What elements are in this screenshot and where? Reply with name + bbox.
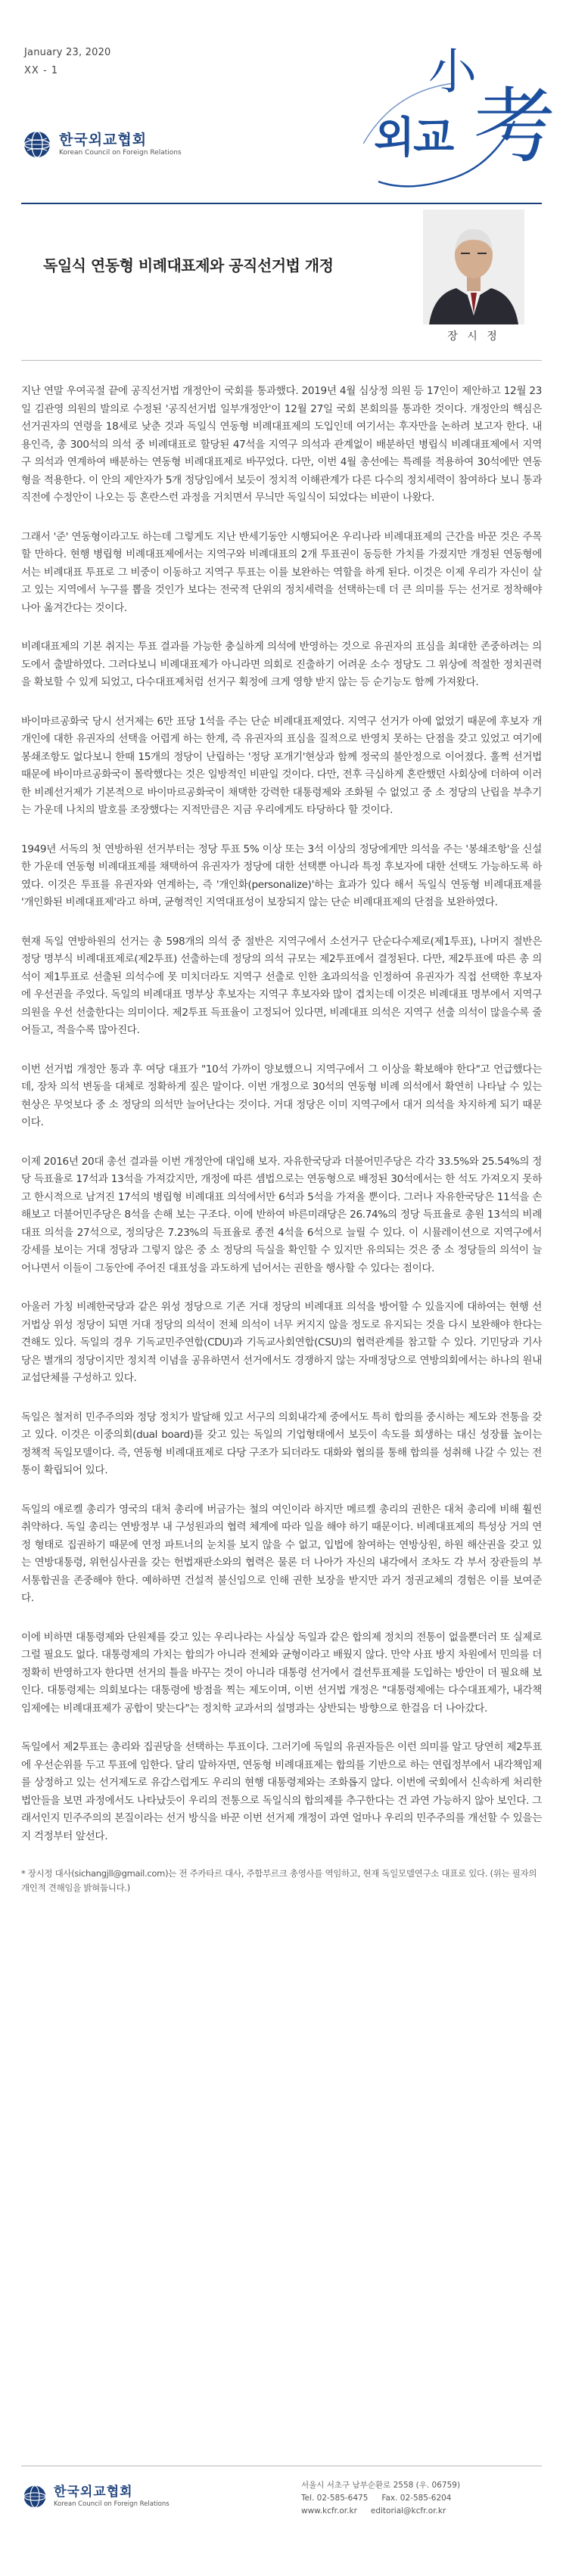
header-org-logo xyxy=(23,130,182,159)
masthead-go: 考 xyxy=(474,79,556,174)
footer-contact xyxy=(301,2479,465,2518)
issue-date: January 23, 2020 xyxy=(24,47,111,58)
author-note: * 장시정 대사(sichangjll@gmail.com)는 전 주카타르 대사, 주함부르크 총영사를 역임하고, 현재 독일모델연구소 대표로 있다. (위는 필자의 개인적 견해임을 밝혀둡니다.) xyxy=(21,1868,537,1893)
article-paragraph: 이번 선거법 개정안 통과 후 여당 대표가 "10석 가까이 양보했으니 지역구에서 그 이상을 확보해야 한다"고 언급했다는데, 장차 의석 변동을 대체로 정확하게 짚은 말이다. 이번 개정으로 30석의 연동형 비례 의석에서 확연히 나타날 수 있는 현상은 무엇보다 중 소 정당의 의석만 늘어난다는 것이다. 거대 정당은 이미 지역구에서 대거 의석을 차지하게 되기 때문이다. xyxy=(21,1063,542,1128)
footer-email-link[interactable]: editorial@kcfr.or.kr xyxy=(370,2506,446,2515)
article-paragraph: 그래서 '준' 연동형이라고도 하는데 그렇게도 지난 반세기동안 시행되어온 우리나라 비례대표제의 근간을 바꾼 것은 주목할 만하다. 현행 병립형 비례대표제에서는 지역구와 비례대표의 2개 투표권이 동등한 가치를 가졌지만 개정된 연동형에서는 비례대표 투표로 그 비중이 이동하고 지역구 투표는 이를 보완하는 역할을 하게 된다. 이것은 이제 우리가 자신이 살고 있는 지역에서 누구를 뽑을 것인가 보다는 전국적 단위의 정치세력을 선택하는데 더 큰 의미를 두는 선거로 정착해야 나아 옮겨간다는 것이다. xyxy=(21,530,542,614)
footer-web-link[interactable]: www.kcfr.or.kr xyxy=(301,2506,357,2515)
masthead-logo xyxy=(363,30,556,204)
header-org-name-ko: 한국외교협회 xyxy=(59,131,148,148)
author-name: 장 시 정 xyxy=(447,331,500,343)
footer-globe-emblem-icon xyxy=(23,2484,47,2509)
footer-address: 서울시 서초구 남부순환로 2558 (우. 06759) xyxy=(301,2481,461,2490)
article-paragraph: 독일의 애로켈 총리가 영국의 대처 총리에 버금가는 철의 여인이라 하지만 메르켈 총리의 권한은 대처 총리에 비해 훨씬 취약하다. 독일 총리는 연방정부 내 구성원과의 협력 체계에 따라 일을 해야 하기 때문이다. 비례대표제의 특성상 거의 연정 형태로 집권하기 때문에 연정 파트너의 눈치를 보지 않을 수 없고, 입법에 참여하는 연방상원, 하원 해산권을 갖고 있는 연방대통령, 위헌심사권을 갖는 헌법재판소와의 협력은 물론 더 나아가 자신의 내각에서 조차도 각 부서 장관들의 부서통합권을 존중해야 한다. 예하하면 건설적 불신임으로 인해 권한 보장을 받지만 과거 정권교체의 경험은 이를 보여준다. xyxy=(21,1503,542,1604)
article-paragraph: 아울러 가칭 비례한국당과 같은 위성 정당으로 기존 거대 정당의 비례대표 의석을 방어할 수 있을지에 대하여는 현행 선거법상 위성 정당이 되면 거대 정당의 의석이 전체 의석이 너무 커지지 않을 정도로 유지되는 것을 다시 보완해야 한다는 견해도 있다. 독일의 경우 기독교민주연합(CDU)과 기독교사회연합(CSU)의 협력관계를 참고할 수 있다. 기민당과 기사당은 별개의 정당이지만 정치적 이념을 공유하면서 선거에서도 경쟁하지 않는 자매정당으로 연방의회에서는 하나의 원내교섭단체를 구성하고 있다. xyxy=(21,1301,542,1384)
article-paragraph: 비례대표제의 기본 취지는 투표 결과를 가능한 충실하게 의석에 반영하는 것으로 유권자의 표심을 최대한 존중하려는 의도에서 출발하였다. 그러다보니 비례대표제가 아니라면 의회로 진출하기 어려운 소수 정당도 그 위상에 적절한 정치권력을 확보할 수 있게 되었고, 다수대표제처럼 선거구 획정에 크게 영향 받지 않는 등 순기능도 함께 가져왔다. xyxy=(21,641,542,688)
globe-emblem-icon xyxy=(23,130,51,159)
article-title: 독일식 연동형 비례대표제와 공직선거법 개정 xyxy=(43,256,334,275)
footer-org-name-ko: 한국외교협회 xyxy=(54,2484,133,2500)
article-paragraph: 1949년 서독의 첫 연방하원 선거부터는 정당 투표 5% 이상 또는 3석 이상의 정당에게만 의석을 주는 '봉쇄조항'을 신설한 가운데 연동형 비례대표제를 채택하여 유권자가 정당에 대한 선택뿐 아니라 특정 후보자에 대한 선택도 가능하도록 하였다. 이것은 투표를 유권자와 연계하는, 즉 '개인화(personalize)'하는 효과가 있다 해서 독일식 연동형 비례대표제를 '개인화된 비례대표제'라고 하며, 균형적인 지역대표성이 보장되지 않는 단순 비례대표제의 단점을 보완하였다. xyxy=(21,843,542,908)
article-paragraph: 이에 비하면 대통령제와 단원제를 갖고 있는 우리나라는 사실상 독일과 같은 합의제 정치의 전통이 없을뿐더러 또 실제로 그럴 필요도 없다. 대통령제의 가치는 합의가 아니라 전체와 균형이라고 배웠지 않다. 만약 사표 방지 차원에서 민의를 더 정확히 반영하고자 한다면 선거의 틀을 바꾸는 것이 아니라 대통령 선거에서 결선투표제를 도입하는 방안이 더 필요해 보인다. 대통령제는 의회보다는 대통령에 방점을 찍는 제도이며, 이번 선거법 개정은 "대통령제에는 다수대표제가, 내각책임제에는 비례대표제가 공합이 맞는다"는 정치학 교과서의 설명과는 상반되는 방향으로 한걸음 더 나아갔다. xyxy=(21,1631,542,1715)
masthead-so: 小 xyxy=(428,45,477,101)
footer-org-logo xyxy=(23,2484,170,2509)
article-body xyxy=(21,383,542,1895)
article-paragraph: 독일에서 제2투표는 총리와 집권당을 선택하는 투표이다. 그러기에 독일의 유권자들은 이런 의미를 알고 당연히 제2투표에 우선순위를 두고 투표에 임한다. 달리 말하자면, 연동형 비례대표제는 합의를 기반으로 하는 연립정부에서 내각책임제를 상정하고 있는 선거제도로 유감스럽게도 우리의 현행 대통령제와는 조화롭지 않다. 이번에 국회에서 신속하게 처리한 법안들을 보면 과정에서도 나타났듯이 우리의 전통으로 독일식의 합의제를 추구한다는 건 과연 가능하지 않아 보인다. 그래서인지 민주주의의 본질이라는 선거 방식을 바꾼 이번 선거제 개정이 과연 얼마나 우리의 민주주의를 개선할 수 있을는지 걱정부터 앞선다. xyxy=(21,1741,542,1842)
article-paragraph: 현재 독일 연방하원의 선거는 총 598개의 의석 중 절반은 지역구에서 소선거구 단순다수제로(제1투표), 나머지 절반은 정당 명부식 비례대표제로(제2투표) 선출하는데 정당의 의석 규모는 제2투표에서 결정된다. 다만, 제2투표에 따른 총 의석이 제1투표로 선출된 의석수에 못 미치더라도 지역구 선출로 인한 초과의석을 인정하여 유권자가 직접 선택한 후보자에 우선권을 주었다. 독일의 비례대표 명부상 후보자는 지역구 후보자와 많이 겹치는데 이것은 비례대표 명부에서 지역구 의원을 우선 선출한다는 의미이다. 제2투표 득표율이 고정되어 있다면, 비례대표 의석은 지역구 선출 의석이 많을수록 줄어들고, 적을수록 많아진다. xyxy=(21,935,542,1036)
article-paragraph: 바이마르공화국 당시 선거제는 6만 표당 1석을 주는 단순 비례대표제였다. 지역구 선거가 아예 없었기 때문에 후보자 개개인에 대한 유권자의 선택을 어렵게 하는 한계, 즉 유권자의 표심을 질적으로 반영치 못하는 단점을 갖고 있었고 여기에 봉쇄조항도 없다보니 한때 15개의 정당이 난립하는 '정당 포개기'현상과 함께 정국의 불안정으로 이어졌다. 훌쩍 선거법 때문에 바이마르공화국이 몰락했다는 것은 일방적인 비판일 것이다. 다만, 전후 극심하게 혼란했던 사회상에 더하여 이러한 비례선거제가 기본적으로 바이마르공화국이 채택한 강력한 대통령제와 조화될 수 없었고 중 소 정당의 난립을 부추기는 가운데 나치의 발호를 조장했다는 지적만큼은 지금 우리에게도 타당하다 할 것이다. xyxy=(21,715,542,816)
author-portrait xyxy=(423,209,524,324)
article-paragraph: 독일은 철저히 민주주의와 정당 정치가 발달해 있고 서구의 의회내각제 중에서도 특히 합의를 중시하는 제도와 전통을 갖고 있다. 이것은 이중의회(dual board)를 갖고 있는 독일의 기업형태에서 보듯이 속도를 희생하는 대신 성장률 높이는 정책적 독일모델이다. 즉, 연동형 비례대표제로 다당 구조가 되더라도 대화와 협의를 통해 합의를 성취해 나갈 수 있는 전통이 확립되어 있다. xyxy=(21,1411,542,1476)
issue-number: XX - 1 xyxy=(24,65,59,76)
author-portrait-image xyxy=(423,209,524,324)
footer-fax: Fax. 02-585-6204 xyxy=(381,2494,452,2503)
header-divider xyxy=(21,203,542,204)
article-paragraph: 지난 연말 우여곡절 끝에 공직선거법 개정안이 국회를 통과했다. 2019년 4월 심상정 의원 등 17인이 제안하고 12월 23일 김관영 의원의 발의로 수정된 '공직선거법 일부개정안'이 12월 27일 국회 본회의를 통과한 것이다. 개정안의 핵심은 선거권자의 연령을 18세로 낮춘 것과 독일식 연동형 비례대표제의 도입인데 여기서는 후자만을 논하려 보고자 한다. 내용인즉, 총 300석의 의석 중 비례대표로 할당된 47석을 지역구 의석과 관계없이 배분하던 병립식 비례대표제에서 지역구 의석과 연계하여 배분하는 연동형 비례대표제로 바꾸었다. 다만, 이번 4월 총선에는 특례를 적용하여 30석에만 연동형을 적용한다. 이 안의 제안자가 5개 정당임에서 보듯이 정치적 이해관계가 다른 다수의 정치세력이 참여하다 보니 통과 직전에 수정안이 나오는 등 혼란스런 과정을 거치면서 무늬만 독일식이 되었다는 비판이 나왔다. xyxy=(21,385,542,504)
title-divider xyxy=(21,360,542,361)
footer-org-name-en: Korean Council on Foreign Relations xyxy=(54,2500,170,2508)
masthead-oe: 외교 xyxy=(374,113,453,163)
article-paragraph: 이제 2016년 20대 총선 결과를 이번 개정안에 대입해 보자. 자유한국당과 더불어민주당은 각각 33.5%와 25.54%의 정당 득표율로 17석과 13석을 가져갔지만, 개정에 따른 셈법으로는 연동형으로 배정된 30석에서는 한 석도 가져오지 못하고 한시적으로 남겨진 17석의 병립형 비례대표 의석에서만 6석과 5석을 가져올 뿐이다. 그러나 자유한국당은 11석을 손해보고 더불어민주당은 8석을 손해 보는 구조다. 이에 반하여 바른미래당은 26.74%의 정당 득표율로 총원 13석의 비례대표 의석을 27석으로, 정의당은 7.23%의 득표율로 종전 4석을 6석으로 늘릴 수 있다. 이 시뮬레이션으로 지역구에서 강세를 보이는 거대 정당과 그렇지 않은 중 소 정당의 득실을 확인할 수 있지만 유의되는 것은 중 소 정당들의 의석이 늘어나면서 이들이 그동안에 주어진 대표성을 과도하게 넘어서는 권한을 행사할 수 있다는 점이다. xyxy=(21,1155,542,1274)
footer-tel: Tel. 02-585-6475 xyxy=(301,2494,369,2503)
header-org-name-en: Korean Council on Foreign Relations xyxy=(59,148,182,157)
